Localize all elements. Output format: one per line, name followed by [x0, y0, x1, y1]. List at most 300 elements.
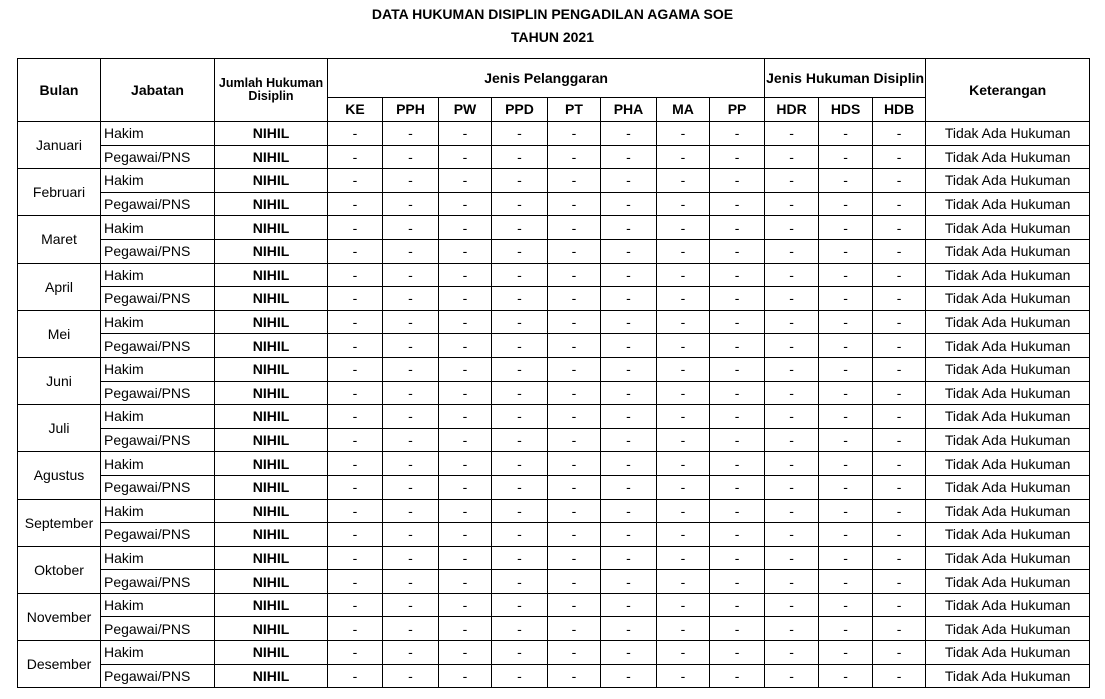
mark-cell: -	[439, 310, 492, 334]
mark-cell: -	[819, 641, 873, 665]
table-row	[18, 169, 1090, 193]
mark-cell: -	[492, 475, 548, 499]
keterangan-cell: Tidak Ada Hukuman	[926, 287, 1090, 311]
mark-cell: -	[710, 381, 765, 405]
jumlah-cell: NIHIL	[215, 570, 328, 594]
mark-cell: -	[710, 334, 765, 358]
jabatan-cell: Pegawai/PNS	[101, 192, 215, 216]
mark-cell: -	[873, 122, 926, 146]
mark-cell: -	[492, 122, 548, 146]
mark-cell: -	[383, 664, 439, 688]
table-row	[18, 287, 1090, 311]
month-cell: April	[18, 263, 101, 310]
mark-cell: -	[492, 216, 548, 240]
jumlah-cell: NIHIL	[215, 475, 328, 499]
header-pelanggaran-col: PP	[710, 98, 765, 122]
mark-cell: -	[383, 452, 439, 476]
table-row	[18, 428, 1090, 452]
jumlah-cell: NIHIL	[215, 664, 328, 688]
mark-cell: -	[657, 239, 710, 263]
mark-cell: -	[819, 122, 873, 146]
jumlah-cell: NIHIL	[215, 169, 328, 193]
mark-cell: -	[383, 216, 439, 240]
mark-cell: -	[601, 546, 657, 570]
mark-cell: -	[601, 617, 657, 641]
mark-cell: -	[548, 357, 601, 381]
mark-cell: -	[657, 310, 710, 334]
mark-cell: -	[819, 593, 873, 617]
mark-cell: -	[383, 122, 439, 146]
header-pelanggaran-col: KE	[328, 98, 383, 122]
mark-cell: -	[328, 593, 383, 617]
table-row	[18, 523, 1090, 547]
mark-cell: -	[657, 287, 710, 311]
header-pelanggaran-col: PW	[439, 98, 492, 122]
mark-cell: -	[328, 475, 383, 499]
mark-cell: -	[765, 169, 819, 193]
mark-cell: -	[383, 428, 439, 452]
mark-cell: -	[383, 192, 439, 216]
mark-cell: -	[548, 263, 601, 287]
mark-cell: -	[328, 310, 383, 334]
keterangan-cell: Tidak Ada Hukuman	[926, 475, 1090, 499]
mark-cell: -	[492, 192, 548, 216]
mark-cell: -	[383, 334, 439, 358]
mark-cell: -	[328, 641, 383, 665]
jumlah-cell: NIHIL	[215, 405, 328, 429]
jabatan-cell: Hakim	[101, 546, 215, 570]
mark-cell: -	[765, 334, 819, 358]
mark-cell: -	[710, 523, 765, 547]
jumlah-cell: NIHIL	[215, 216, 328, 240]
mark-cell: -	[601, 287, 657, 311]
mark-cell: -	[819, 428, 873, 452]
mark-cell: -	[710, 169, 765, 193]
mark-cell: -	[765, 263, 819, 287]
mark-cell: -	[873, 428, 926, 452]
mark-cell: -	[439, 664, 492, 688]
jumlah-cell: NIHIL	[215, 263, 328, 287]
mark-cell: -	[657, 428, 710, 452]
mark-cell: -	[328, 145, 383, 169]
mark-cell: -	[765, 357, 819, 381]
mark-cell: -	[765, 428, 819, 452]
jumlah-cell: NIHIL	[215, 381, 328, 405]
mark-cell: -	[873, 263, 926, 287]
mark-cell: -	[710, 122, 765, 146]
mark-cell: -	[819, 263, 873, 287]
mark-cell: -	[328, 357, 383, 381]
header-hukuman-col: HDS	[819, 98, 873, 122]
mark-cell: -	[657, 357, 710, 381]
mark-cell: -	[873, 593, 926, 617]
mark-cell: -	[492, 405, 548, 429]
mark-cell: -	[657, 475, 710, 499]
mark-cell: -	[492, 641, 548, 665]
jabatan-cell: Hakim	[101, 169, 215, 193]
mark-cell: -	[492, 287, 548, 311]
keterangan-cell: Tidak Ada Hukuman	[926, 570, 1090, 594]
jumlah-cell: NIHIL	[215, 452, 328, 476]
mark-cell: -	[383, 593, 439, 617]
mark-cell: -	[873, 310, 926, 334]
mark-cell: -	[328, 169, 383, 193]
jabatan-cell: Pegawai/PNS	[101, 475, 215, 499]
header-hukuman-col: HDB	[873, 98, 926, 122]
discipline-table	[17, 58, 1090, 688]
mark-cell: -	[548, 405, 601, 429]
mark-cell: -	[819, 452, 873, 476]
header-pelanggaran-col: MA	[657, 98, 710, 122]
mark-cell: -	[601, 169, 657, 193]
mark-cell: -	[657, 169, 710, 193]
keterangan-cell: Tidak Ada Hukuman	[926, 145, 1090, 169]
mark-cell: -	[548, 122, 601, 146]
table-body	[18, 122, 1090, 688]
mark-cell: -	[601, 216, 657, 240]
mark-cell: -	[439, 617, 492, 641]
mark-cell: -	[439, 169, 492, 193]
mark-cell: -	[328, 428, 383, 452]
jumlah-cell: NIHIL	[215, 192, 328, 216]
header-bulan: Bulan	[18, 59, 101, 122]
keterangan-cell: Tidak Ada Hukuman	[926, 357, 1090, 381]
jabatan-cell: Hakim	[101, 310, 215, 334]
table-row	[18, 122, 1090, 146]
header-pelanggaran-col: PT	[548, 98, 601, 122]
mark-cell: -	[873, 664, 926, 688]
mark-cell: -	[439, 192, 492, 216]
page-subtitle: TAHUN 2021	[511, 29, 594, 45]
mark-cell: -	[710, 310, 765, 334]
table-row	[18, 546, 1090, 570]
mark-cell: -	[765, 122, 819, 146]
mark-cell: -	[439, 357, 492, 381]
keterangan-cell: Tidak Ada Hukuman	[926, 664, 1090, 688]
mark-cell: -	[873, 287, 926, 311]
jabatan-cell: Pegawai/PNS	[101, 664, 215, 688]
mark-cell: -	[657, 216, 710, 240]
month-cell: Oktober	[18, 546, 101, 593]
mark-cell: -	[657, 263, 710, 287]
jabatan-cell: Hakim	[101, 357, 215, 381]
jabatan-cell: Hakim	[101, 216, 215, 240]
mark-cell: -	[328, 546, 383, 570]
table-row	[18, 405, 1090, 429]
mark-cell: -	[710, 617, 765, 641]
mark-cell: -	[657, 192, 710, 216]
header-pelanggaran-col: PPH	[383, 98, 439, 122]
mark-cell: -	[657, 570, 710, 594]
mark-cell: -	[601, 641, 657, 665]
month-cell: Agustus	[18, 452, 101, 499]
mark-cell: -	[383, 145, 439, 169]
mark-cell: -	[492, 145, 548, 169]
mark-cell: -	[765, 499, 819, 523]
mark-cell: -	[439, 381, 492, 405]
mark-cell: -	[439, 452, 492, 476]
mark-cell: -	[328, 405, 383, 429]
mark-cell: -	[439, 546, 492, 570]
mark-cell: -	[601, 523, 657, 547]
mark-cell: -	[710, 664, 765, 688]
mark-cell: -	[328, 216, 383, 240]
mark-cell: -	[548, 475, 601, 499]
mark-cell: -	[601, 405, 657, 429]
mark-cell: -	[873, 381, 926, 405]
mark-cell: -	[328, 122, 383, 146]
keterangan-cell: Tidak Ada Hukuman	[926, 593, 1090, 617]
mark-cell: -	[873, 405, 926, 429]
mark-cell: -	[710, 263, 765, 287]
mark-cell: -	[328, 617, 383, 641]
keterangan-cell: Tidak Ada Hukuman	[926, 239, 1090, 263]
mark-cell: -	[873, 169, 926, 193]
jabatan-cell: Hakim	[101, 405, 215, 429]
mark-cell: -	[657, 334, 710, 358]
jabatan-cell: Pegawai/PNS	[101, 145, 215, 169]
table-row	[18, 452, 1090, 476]
header-jumlah: Jumlah Hukuman Disiplin	[215, 59, 328, 122]
mark-cell: -	[657, 617, 710, 641]
table-row	[18, 664, 1090, 688]
mark-cell: -	[548, 145, 601, 169]
mark-cell: -	[548, 641, 601, 665]
mark-cell: -	[328, 263, 383, 287]
jabatan-cell: Pegawai/PNS	[101, 428, 215, 452]
mark-cell: -	[710, 570, 765, 594]
mark-cell: -	[548, 239, 601, 263]
mark-cell: -	[765, 216, 819, 240]
header-keterangan: Keterangan	[926, 59, 1090, 122]
mark-cell: -	[492, 357, 548, 381]
mark-cell: -	[492, 570, 548, 594]
keterangan-cell: Tidak Ada Hukuman	[926, 263, 1090, 287]
mark-cell: -	[765, 475, 819, 499]
mark-cell: -	[601, 570, 657, 594]
mark-cell: -	[328, 523, 383, 547]
mark-cell: -	[657, 641, 710, 665]
mark-cell: -	[492, 334, 548, 358]
mark-cell: -	[383, 523, 439, 547]
mark-cell: -	[765, 452, 819, 476]
month-cell: November	[18, 593, 101, 640]
mark-cell: -	[710, 546, 765, 570]
keterangan-cell: Tidak Ada Hukuman	[926, 523, 1090, 547]
mark-cell: -	[601, 310, 657, 334]
keterangan-cell: Tidak Ada Hukuman	[926, 641, 1090, 665]
keterangan-cell: Tidak Ada Hukuman	[926, 405, 1090, 429]
mark-cell: -	[710, 428, 765, 452]
mark-cell: -	[601, 192, 657, 216]
jabatan-cell: Hakim	[101, 122, 215, 146]
mark-cell: -	[765, 381, 819, 405]
table-row	[18, 334, 1090, 358]
jumlah-cell: NIHIL	[215, 546, 328, 570]
mark-cell: -	[439, 405, 492, 429]
mark-cell: -	[765, 546, 819, 570]
month-cell: Juli	[18, 405, 101, 452]
mark-cell: -	[710, 405, 765, 429]
table-row	[18, 570, 1090, 594]
keterangan-cell: Tidak Ada Hukuman	[926, 617, 1090, 641]
month-cell: Mei	[18, 310, 101, 357]
mark-cell: -	[819, 192, 873, 216]
jabatan-cell: Hakim	[101, 641, 215, 665]
jumlah-cell: NIHIL	[215, 334, 328, 358]
mark-cell: -	[439, 499, 492, 523]
mark-cell: -	[439, 334, 492, 358]
mark-cell: -	[439, 122, 492, 146]
mark-cell: -	[657, 499, 710, 523]
mark-cell: -	[383, 405, 439, 429]
mark-cell: -	[601, 122, 657, 146]
mark-cell: -	[765, 145, 819, 169]
jumlah-cell: NIHIL	[215, 593, 328, 617]
mark-cell: -	[548, 523, 601, 547]
mark-cell: -	[765, 617, 819, 641]
mark-cell: -	[765, 523, 819, 547]
mark-cell: -	[383, 169, 439, 193]
table-row	[18, 593, 1090, 617]
jumlah-cell: NIHIL	[215, 617, 328, 641]
mark-cell: -	[765, 570, 819, 594]
mark-cell: -	[710, 452, 765, 476]
mark-cell: -	[548, 310, 601, 334]
mark-cell: -	[710, 499, 765, 523]
mark-cell: -	[492, 523, 548, 547]
mark-cell: -	[819, 357, 873, 381]
keterangan-cell: Tidak Ada Hukuman	[926, 310, 1090, 334]
mark-cell: -	[873, 523, 926, 547]
mark-cell: -	[328, 192, 383, 216]
mark-cell: -	[765, 664, 819, 688]
mark-cell: -	[819, 216, 873, 240]
mark-cell: -	[383, 263, 439, 287]
mark-cell: -	[873, 216, 926, 240]
mark-cell: -	[765, 239, 819, 263]
mark-cell: -	[439, 570, 492, 594]
mark-cell: -	[657, 122, 710, 146]
mark-cell: -	[328, 664, 383, 688]
mark-cell: -	[657, 405, 710, 429]
keterangan-cell: Tidak Ada Hukuman	[926, 546, 1090, 570]
mark-cell: -	[601, 381, 657, 405]
mark-cell: -	[439, 428, 492, 452]
jabatan-cell: Pegawai/PNS	[101, 381, 215, 405]
mark-cell: -	[439, 263, 492, 287]
mark-cell: -	[383, 499, 439, 523]
mark-cell: -	[657, 452, 710, 476]
jumlah-cell: NIHIL	[215, 122, 328, 146]
mark-cell: -	[601, 475, 657, 499]
mark-cell: -	[492, 263, 548, 287]
jabatan-cell: Hakim	[101, 452, 215, 476]
mark-cell: -	[601, 428, 657, 452]
jumlah-cell: NIHIL	[215, 145, 328, 169]
mark-cell: -	[601, 357, 657, 381]
header-jenis-pelanggaran: Jenis Pelanggaran	[328, 59, 765, 98]
mark-cell: -	[873, 145, 926, 169]
table-row	[18, 216, 1090, 240]
mark-cell: -	[548, 617, 601, 641]
mark-cell: -	[383, 617, 439, 641]
jumlah-cell: NIHIL	[215, 523, 328, 547]
mark-cell: -	[492, 428, 548, 452]
mark-cell: -	[492, 169, 548, 193]
mark-cell: -	[819, 381, 873, 405]
mark-cell: -	[657, 593, 710, 617]
mark-cell: -	[439, 523, 492, 547]
mark-cell: -	[439, 287, 492, 311]
jabatan-cell: Hakim	[101, 499, 215, 523]
mark-cell: -	[383, 287, 439, 311]
mark-cell: -	[819, 405, 873, 429]
table-row	[18, 357, 1090, 381]
mark-cell: -	[710, 641, 765, 665]
mark-cell: -	[492, 381, 548, 405]
mark-cell: -	[439, 593, 492, 617]
table-row	[18, 641, 1090, 665]
mark-cell: -	[492, 617, 548, 641]
mark-cell: -	[601, 263, 657, 287]
month-cell: September	[18, 499, 101, 546]
mark-cell: -	[873, 499, 926, 523]
mark-cell: -	[548, 169, 601, 193]
mark-cell: -	[710, 593, 765, 617]
page-title: DATA HUKUMAN DISIPLIN PENGADILAN AGAMA SOE	[371, 6, 734, 22]
mark-cell: -	[710, 475, 765, 499]
mark-cell: -	[873, 334, 926, 358]
keterangan-cell: Tidak Ada Hukuman	[926, 216, 1090, 240]
mark-cell: -	[873, 475, 926, 499]
month-cell: Januari	[18, 122, 101, 169]
mark-cell: -	[548, 570, 601, 594]
mark-cell: -	[601, 145, 657, 169]
mark-cell: -	[601, 239, 657, 263]
mark-cell: -	[765, 287, 819, 311]
jabatan-cell: Pegawai/PNS	[101, 570, 215, 594]
mark-cell: -	[819, 287, 873, 311]
table-row	[18, 192, 1090, 216]
mark-cell: -	[873, 546, 926, 570]
mark-cell: -	[765, 593, 819, 617]
mark-cell: -	[819, 145, 873, 169]
mark-cell: -	[873, 641, 926, 665]
mark-cell: -	[439, 475, 492, 499]
mark-cell: -	[765, 641, 819, 665]
keterangan-cell: Tidak Ada Hukuman	[926, 428, 1090, 452]
mark-cell: -	[710, 216, 765, 240]
mark-cell: -	[492, 593, 548, 617]
jabatan-cell: Pegawai/PNS	[101, 523, 215, 547]
mark-cell: -	[819, 169, 873, 193]
mark-cell: -	[492, 499, 548, 523]
mark-cell: -	[710, 192, 765, 216]
keterangan-cell: Tidak Ada Hukuman	[926, 122, 1090, 146]
mark-cell: -	[439, 239, 492, 263]
mark-cell: -	[548, 593, 601, 617]
keterangan-cell: Tidak Ada Hukuman	[926, 381, 1090, 405]
mark-cell: -	[383, 546, 439, 570]
mark-cell: -	[710, 239, 765, 263]
mark-cell: -	[601, 499, 657, 523]
mark-cell: -	[328, 499, 383, 523]
table-row	[18, 381, 1090, 405]
mark-cell: -	[328, 570, 383, 594]
mark-cell: -	[548, 452, 601, 476]
table-row	[18, 239, 1090, 263]
